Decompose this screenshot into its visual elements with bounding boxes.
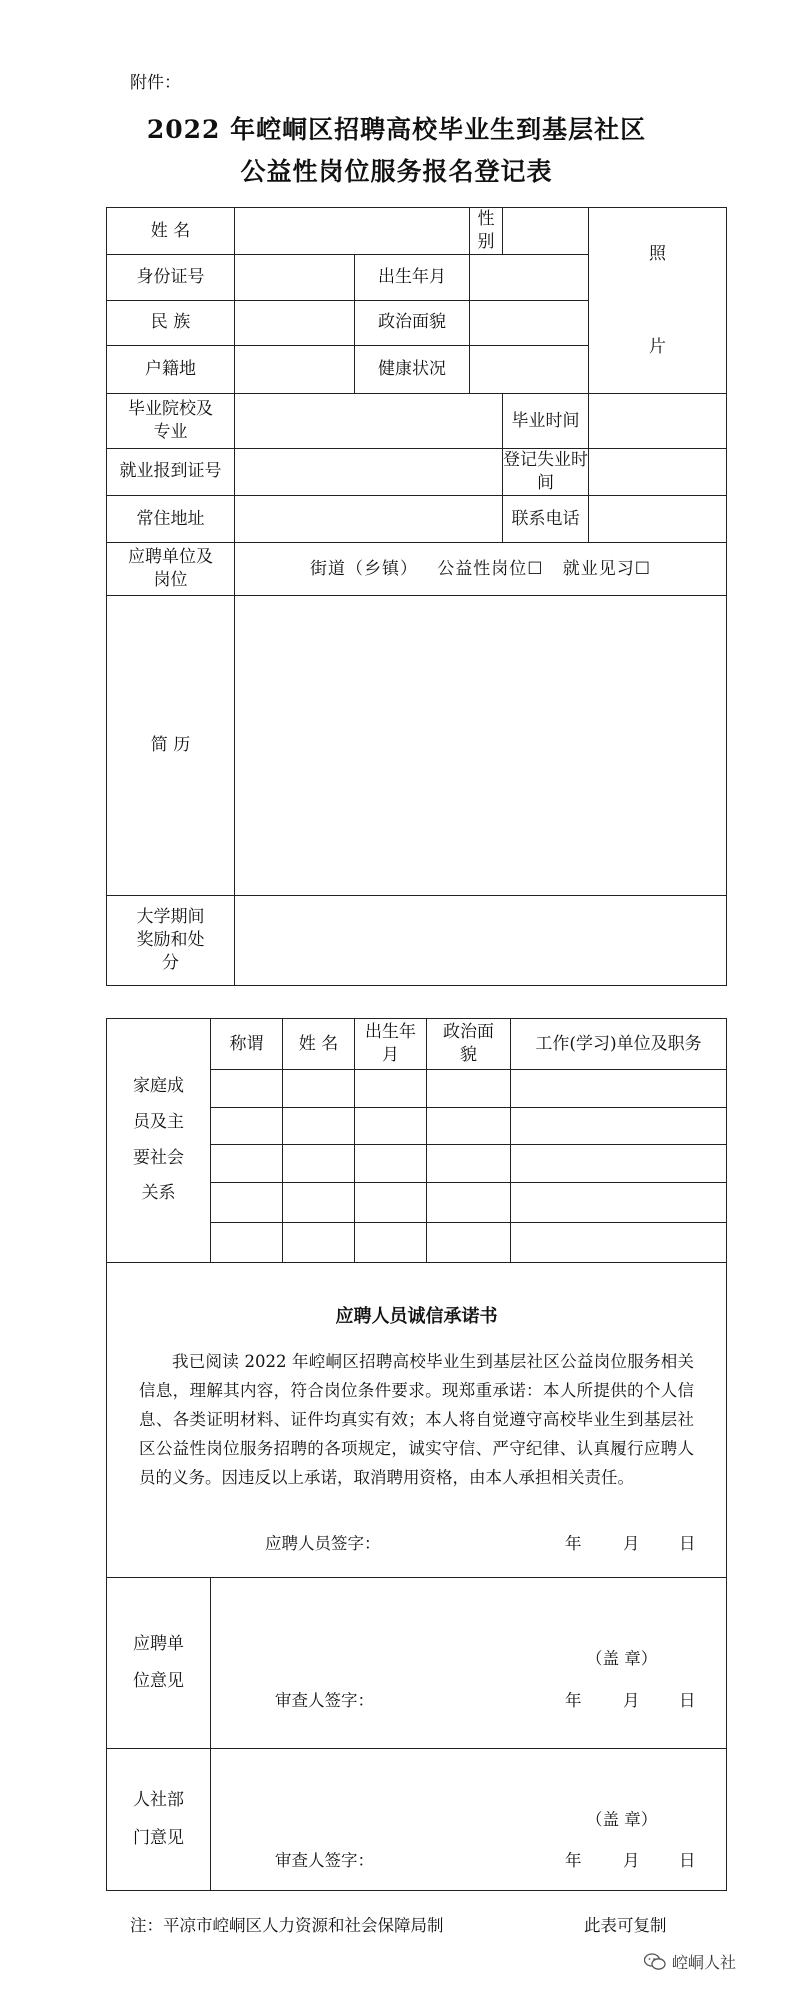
pledge-body: 我已阅读 2022 年崆峒区招聘高校毕业生到基层社区公益岗位服务相关信息，理解其内容，符合岗位条件要求。现郑重承诺：本人所提供的个人信息、各类证明材料、证件均真实有效；本人将自觉遵守高校毕业生到基层社区公益性岗位服务招聘的各项规定，诚实守信、严守纪律、认真履行应聘人员的义务。因违反以上承诺，取消聘用资格，由本人承担相关责任。 (139, 1352, 694, 1487)
cell[interactable] (427, 1108, 511, 1145)
registration-table (106, 207, 727, 986)
cell[interactable] (355, 1183, 427, 1223)
resume-field[interactable] (235, 595, 727, 895)
graduation-time-label: 毕业时间 (503, 394, 589, 448)
watermark-text: 崆峒人社 (672, 1953, 737, 1972)
applied-position-label: 应聘单位及岗位 (107, 543, 235, 595)
pledge-signature-label: 应聘人员签字： (265, 1534, 381, 1553)
gender-label: 性 别 (470, 208, 503, 255)
pledge-day: 日 (679, 1534, 696, 1553)
cell[interactable] (427, 1223, 511, 1263)
unemployment-reg-time-label: 登记失业时间 (503, 448, 589, 495)
name-field[interactable] (235, 208, 470, 255)
school-major-field[interactable] (235, 394, 503, 448)
political-status-label: 政治面貌 (355, 300, 470, 345)
employer-day: 日 (679, 1691, 696, 1710)
birth-date-field[interactable] (470, 255, 589, 300)
footer-copy-note: 此表可复制 (584, 1916, 667, 1935)
family-section-label: 家庭成员及主要社会关系 (107, 1019, 211, 1263)
pledge-section (107, 1263, 727, 1578)
cell[interactable] (283, 1145, 355, 1183)
cell[interactable] (211, 1183, 283, 1223)
cell[interactable] (211, 1223, 283, 1263)
cell[interactable] (211, 1145, 283, 1183)
political-status-field[interactable] (470, 300, 589, 345)
rewards-label: 大学期间奖励和处分 (107, 896, 235, 986)
page-subtitle: 公益性岗位服务报名登记表 (240, 157, 553, 186)
hr-reviewer-label: 审查人签字： (275, 1851, 374, 1870)
health-label: 健康状况 (355, 346, 470, 394)
cell[interactable] (283, 1108, 355, 1145)
employer-seal: （盖 章） (586, 1649, 658, 1668)
cell[interactable] (355, 1223, 427, 1263)
pledge-year: 年 (565, 1534, 582, 1553)
family-header-relation: 称谓 (211, 1019, 283, 1070)
family-header-political: 政治面貌 (427, 1019, 511, 1070)
cell[interactable] (355, 1145, 427, 1183)
ethnicity-field[interactable] (235, 300, 355, 345)
hr-month: 月 (623, 1851, 640, 1870)
health-field[interactable] (470, 346, 589, 394)
gender-field[interactable] (503, 208, 589, 255)
photo-box (589, 208, 727, 394)
employment-cert-field[interactable] (235, 448, 503, 495)
rewards-field[interactable] (235, 896, 727, 986)
footer-note: 注：平凉市崆峒区人力资源和社会保障局制 (130, 1916, 444, 1935)
unemployment-reg-time-field[interactable] (589, 448, 727, 495)
cell[interactable] (427, 1145, 511, 1183)
cell[interactable] (211, 1108, 283, 1145)
phone-field[interactable] (589, 496, 727, 543)
ethnicity-label: 民 族 (107, 300, 235, 345)
page-title: 2022 年崆峒区招聘高校毕业生到基层社区 (146, 115, 647, 144)
phone-label: 联系电话 (503, 496, 589, 543)
address-label: 常住地址 (107, 496, 235, 543)
family-header-name: 姓 名 (283, 1019, 355, 1070)
cell[interactable] (283, 1223, 355, 1263)
photo-label-1: 照 (649, 243, 666, 264)
resume-label: 简 历 (107, 595, 235, 895)
employer-opinion-field[interactable] (211, 1578, 727, 1749)
employer-year: 年 (565, 1691, 582, 1710)
cell[interactable] (511, 1223, 727, 1263)
household-field[interactable] (235, 346, 355, 394)
family-pledge-table (106, 1018, 727, 1891)
address-field[interactable] (235, 496, 503, 543)
employer-reviewer-label: 审查人签字： (275, 1691, 374, 1710)
school-major-label: 毕业院校及专业 (107, 394, 235, 448)
family-header-work: 工作(学习)单位及职务 (511, 1019, 727, 1070)
wechat-icon (644, 1953, 666, 1971)
cell[interactable] (211, 1070, 283, 1108)
hr-opinion-field[interactable] (211, 1749, 727, 1891)
cell[interactable] (283, 1070, 355, 1108)
cell[interactable] (283, 1183, 355, 1223)
photo-label-2: 片 (649, 336, 666, 357)
id-number-field[interactable] (235, 255, 355, 300)
employment-cert-label: 就业报到证号 (107, 448, 235, 495)
family-header-birth: 出生年月 (355, 1019, 427, 1070)
graduation-time-field[interactable] (589, 394, 727, 448)
cell[interactable] (427, 1183, 511, 1223)
hr-day: 日 (679, 1851, 696, 1870)
cell[interactable] (355, 1108, 427, 1145)
birth-date-label: 出生年月 (355, 255, 470, 300)
employer-opinion-label: 应聘单位意见 (107, 1578, 211, 1749)
cell[interactable] (427, 1070, 511, 1108)
cell[interactable] (511, 1108, 727, 1145)
hr-seal: （盖 章） (586, 1810, 658, 1829)
hr-year: 年 (565, 1851, 582, 1870)
id-number-label: 身份证号 (107, 255, 235, 300)
watermark (644, 1950, 736, 1973)
name-label: 姓 名 (107, 208, 235, 255)
pledge-month: 月 (623, 1534, 640, 1553)
cell[interactable] (511, 1145, 727, 1183)
pledge-title: 应聘人员诚信承诺书 (335, 1306, 498, 1327)
hr-opinion-label: 人社部门意见 (107, 1749, 211, 1891)
applied-position-options[interactable]: 街道（乡镇） 公益性岗位☐ 就业见习☐ (235, 543, 727, 595)
household-label: 户籍地 (107, 346, 235, 394)
cell[interactable] (511, 1183, 727, 1223)
cell[interactable] (355, 1070, 427, 1108)
employer-month: 月 (623, 1691, 640, 1710)
cell[interactable] (511, 1070, 727, 1108)
attachment-label: 附件： (130, 73, 181, 93)
